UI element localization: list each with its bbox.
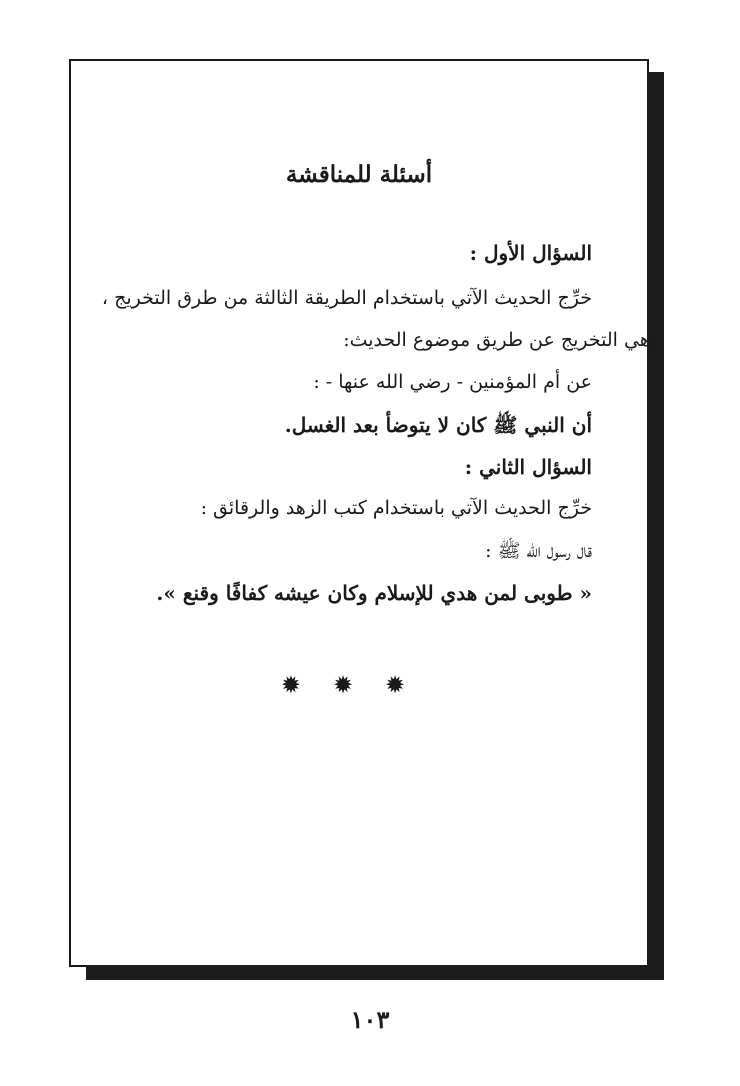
question-1-line-2: وهي التخريج عن طريق موضوع الحديث:	[343, 329, 659, 351]
question-2-heading: السؤال الثاني :	[464, 455, 592, 479]
star-icon: ✹	[280, 671, 333, 699]
question-1-line-1: خرِّج الحديث الآتي باستخدام الطريقة الثالثة من طرق التخريج ،	[101, 287, 592, 309]
star-icon: ✹	[332, 671, 386, 699]
question-2-line-1: خرِّج الحديث الآتي باستخدام كتب الزهد والرقائق :	[200, 497, 592, 519]
page-content	[71, 61, 659, 965]
question-2-hadith: « طوبى لمن هدي للإسلام وكان عيشه كفافًا وقنع ».	[156, 581, 592, 605]
page-number: ١٠٣	[350, 1005, 390, 1034]
question-2-line-2: قال رسول الله ﷺ :	[485, 540, 592, 562]
question-1-heading: السؤال الأول :	[469, 241, 592, 265]
question-1-hadith: أن النبي ﷺ كان لا يتوضأ بعد الغسل.	[284, 413, 592, 437]
page-title: أسئلة للمناقشة	[285, 161, 433, 188]
separator-stars	[71, 671, 647, 699]
question-1-line-3: عن أم المؤمنين - رضي الله عنها - :	[313, 371, 592, 393]
star-icon: ✹	[385, 671, 438, 699]
page-frame	[69, 59, 659, 967]
